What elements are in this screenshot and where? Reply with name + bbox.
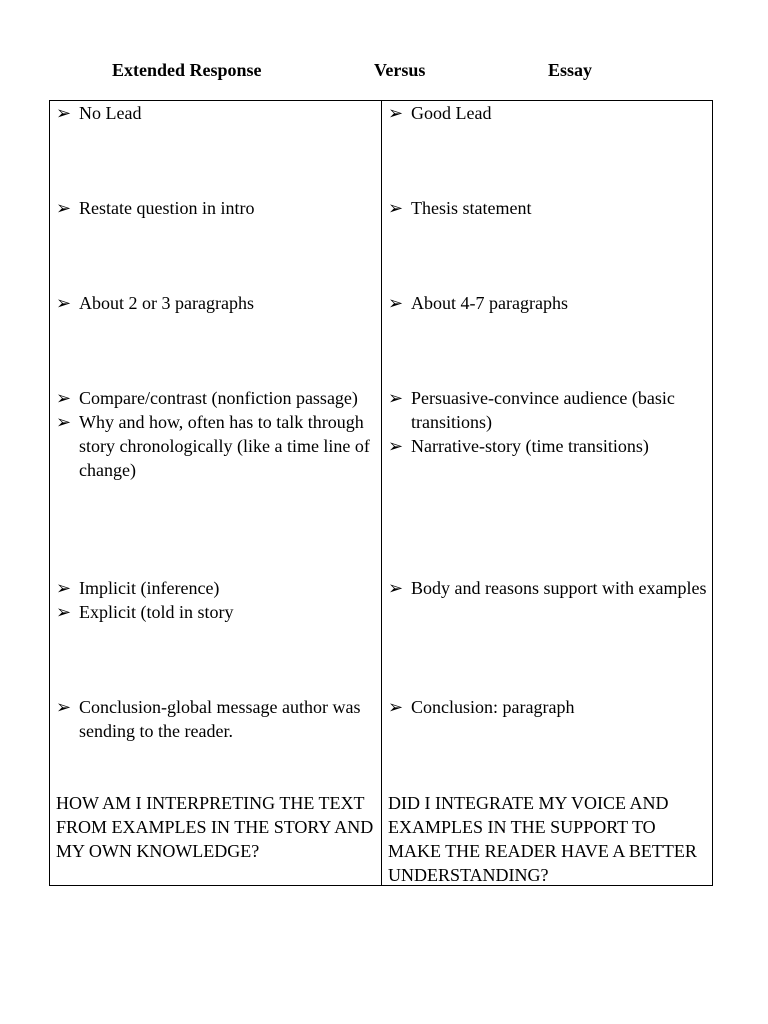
arrowhead-bullet-icon: ➢ bbox=[56, 388, 72, 408]
bullet-line bbox=[388, 434, 707, 458]
right-item-4 bbox=[388, 386, 707, 458]
bullet-line bbox=[56, 386, 375, 410]
arrowhead-bullet-icon: ➢ bbox=[388, 578, 404, 598]
bullet-text: About 4-7 paragraphs bbox=[411, 293, 568, 313]
bullet-line bbox=[56, 291, 375, 315]
arrowhead-bullet-icon: ➢ bbox=[56, 412, 72, 432]
bullet-line bbox=[388, 101, 707, 125]
left-reflection-question: HOW AM I INTERPRETING THE TEXT FROM EXAMPLES IN THE STORY AND MY OWN KNOWLEDGE? bbox=[56, 793, 374, 861]
bullet-text: Narrative-story (time transitions) bbox=[411, 436, 649, 456]
bullet-line bbox=[56, 410, 375, 482]
header-essay: Essay bbox=[548, 60, 593, 80]
arrowhead-bullet-icon: ➢ bbox=[56, 602, 72, 622]
header-versus: Versus bbox=[374, 60, 426, 80]
header-extended-response: Extended Response bbox=[112, 60, 262, 80]
right-item-1 bbox=[388, 101, 707, 125]
bullet-line bbox=[56, 600, 375, 624]
left-item-2 bbox=[56, 196, 375, 220]
bullet-text: Good Lead bbox=[411, 103, 492, 123]
bullet-text: Thesis statement bbox=[411, 198, 532, 218]
bullet-text: No Lead bbox=[79, 103, 142, 123]
right-item-2 bbox=[388, 196, 707, 220]
bullet-text: About 2 or 3 paragraphs bbox=[79, 293, 254, 313]
arrowhead-bullet-icon: ➢ bbox=[56, 578, 72, 598]
bullet-line bbox=[388, 386, 707, 434]
left-item-4 bbox=[56, 386, 375, 482]
left-item-6 bbox=[56, 695, 375, 743]
bullet-line bbox=[56, 196, 375, 220]
arrowhead-bullet-icon: ➢ bbox=[388, 293, 404, 313]
bullet-text: Conclusion: paragraph bbox=[411, 697, 575, 717]
right-item-6 bbox=[388, 695, 707, 719]
left-item-5 bbox=[56, 576, 375, 624]
essay-column bbox=[382, 101, 713, 885]
arrowhead-bullet-icon: ➢ bbox=[388, 198, 404, 218]
bullet-text: Implicit (inference) bbox=[79, 578, 220, 598]
arrowhead-bullet-icon: ➢ bbox=[56, 198, 72, 218]
right-item-5 bbox=[388, 576, 707, 600]
bullet-line bbox=[388, 576, 707, 600]
bullet-text: Compare/contrast (nonfiction passage) bbox=[79, 388, 358, 408]
bullet-line bbox=[388, 196, 707, 220]
bullet-line bbox=[388, 291, 707, 315]
comparison-table bbox=[49, 100, 713, 886]
right-item-3 bbox=[388, 291, 707, 315]
arrowhead-bullet-icon: ➢ bbox=[388, 436, 404, 456]
arrowhead-bullet-icon: ➢ bbox=[56, 103, 72, 123]
bullet-text: Persuasive-convince audience (basic transitions) bbox=[411, 388, 675, 432]
bullet-line bbox=[56, 101, 375, 125]
bullet-text: Explicit (told in story bbox=[79, 602, 234, 622]
header-row bbox=[0, 60, 768, 84]
bullet-line bbox=[56, 695, 375, 743]
left-item-1 bbox=[56, 101, 375, 125]
arrowhead-bullet-icon: ➢ bbox=[56, 293, 72, 313]
extended-response-column bbox=[50, 101, 381, 885]
arrowhead-bullet-icon: ➢ bbox=[388, 388, 404, 408]
bullet-text: Restate question in intro bbox=[79, 198, 255, 218]
bullet-text: Body and reasons support with examples bbox=[411, 578, 707, 598]
left-item-3 bbox=[56, 291, 375, 315]
bullet-text: Conclusion-global message author was sending to the reader. bbox=[79, 697, 361, 741]
arrowhead-bullet-icon: ➢ bbox=[388, 103, 404, 123]
bullet-text: Why and how, often has to talk through story chronologically (like a time line of change) bbox=[79, 412, 370, 480]
bullet-line bbox=[56, 576, 375, 600]
arrowhead-bullet-icon: ➢ bbox=[56, 697, 72, 717]
arrowhead-bullet-icon: ➢ bbox=[388, 697, 404, 717]
right-reflection-question: DID I INTEGRATE MY VOICE AND EXAMPLES IN THE SUPPORT TO MAKE THE READER HAVE A BETTER UNDERSTANDING? bbox=[388, 793, 697, 885]
bullet-line bbox=[388, 695, 707, 719]
